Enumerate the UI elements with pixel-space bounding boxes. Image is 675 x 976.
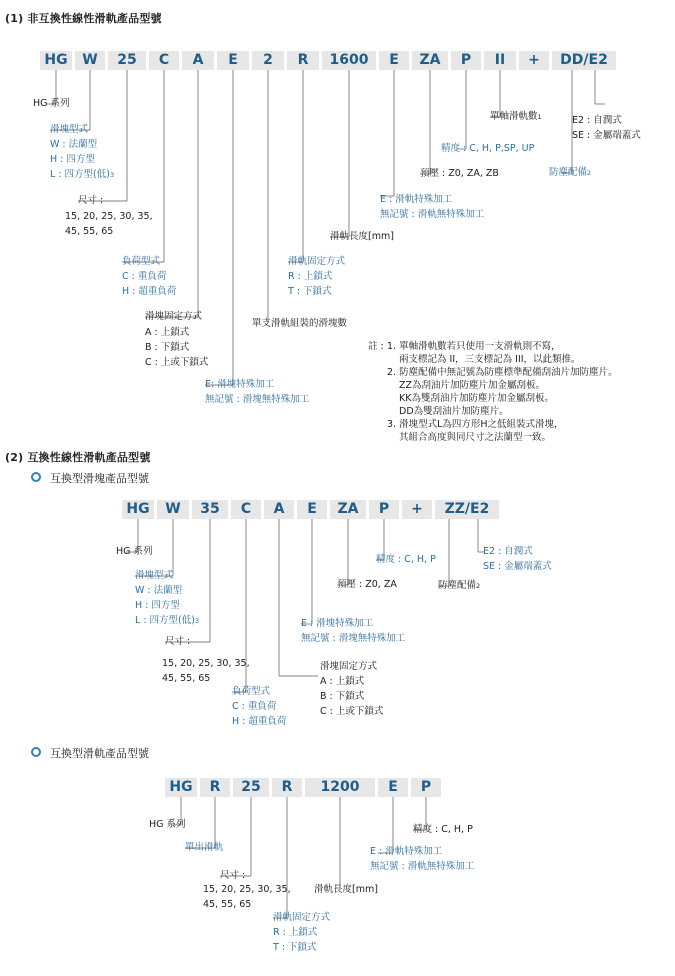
s1-code-e2: E	[379, 51, 409, 70]
s1-block-type-title: 滑塊型式	[50, 124, 89, 135]
s2-block-mount-b: B : 下鎖式	[320, 691, 365, 702]
s1-note-2c: KK為雙刮油片加防塵片加金屬刮板。	[399, 393, 554, 404]
s1-se: SE : 金屬端蓋式	[572, 130, 641, 141]
s2-accuracy: 精度 : C, H, P	[376, 554, 436, 565]
s1-accuracy: 精度 : C, H, P,SP, UP	[441, 143, 535, 154]
section-1-title: (1) 非互換性線性滑軌產品型號	[5, 12, 162, 25]
s1-size-line2: 45, 55, 65	[65, 226, 114, 237]
s2-rail-size-line1: 15, 20, 25, 30, 35,	[203, 884, 291, 895]
s1-note-2a: 2. 防塵配備中無記號為防塵標準配備刮油片加防塵片。	[387, 367, 618, 378]
s2-rail-code-e: E	[378, 778, 408, 797]
s2-dust-text: 防塵配備	[438, 580, 477, 591]
s1-dust-text: 防塵配備	[549, 167, 588, 178]
s2-size-line2: 45, 55, 65	[162, 673, 211, 684]
s1-code-plus: +	[519, 51, 549, 70]
s2-code-hg: HG	[122, 500, 154, 519]
s1-rail-special-e: E : 滑軌特殊加工	[380, 194, 453, 205]
s2-block-mount-title: 滑塊固定方式	[320, 661, 378, 672]
s2-size-title: 尺寸 :	[165, 636, 191, 647]
s2-block-type-title: 滑塊型式	[135, 570, 174, 581]
s2-code-size: 35	[192, 500, 228, 519]
s1-block-special-e: E: 滑塊特殊加工	[205, 379, 275, 390]
s2-load-h: H : 超重負荷	[232, 716, 287, 727]
s1-code-p: P	[451, 51, 481, 70]
s1-note-2b: ZZ為刮油片加防塵片加金屬刮板。	[399, 380, 546, 391]
s2-block-mount-a: A : 上鎖式	[320, 676, 365, 687]
s1-rail-count-text: 單軸滑軌數	[490, 111, 538, 122]
s2-rail-code-size: 25	[233, 778, 269, 797]
s1-block-mount-a: A : 上鎖式	[145, 327, 190, 338]
s1-code-e: E	[217, 51, 249, 70]
s1-blocks-per-rail: 單支滑軌組裝的滑塊數	[252, 318, 348, 329]
s2-rail-code-hg: HG	[165, 778, 197, 797]
s1-block-mount-title: 滑塊固定方式	[145, 311, 203, 322]
s2-rail-special-none: 無記號 : 滑軌無特殊加工	[370, 861, 475, 872]
s1-code-2: 2	[252, 51, 284, 70]
s1-size-line1: 15, 20, 25, 30, 35,	[65, 211, 153, 222]
s2-rail-code-p: P	[411, 778, 441, 797]
section-2-title: (2) 互換性線性滑軌產品型號	[5, 451, 151, 464]
s2-code-c: C	[231, 500, 261, 519]
s1-note-3a: 3. 滑塊型式L為四方形H之低組裝式滑塊，	[387, 419, 564, 430]
s2-block-type-w: W : 法蘭型	[135, 585, 183, 596]
s2-single-rail: 單出滑軌	[185, 842, 224, 853]
s1-hg-series: HG 系列	[33, 98, 70, 109]
s1-code-dust: DD/E2	[552, 51, 616, 70]
s2-rail-accuracy: 精度 : C, H, P	[413, 824, 473, 835]
s2-block-mount-c: C : 上或下鎖式	[320, 706, 384, 717]
s2-block-type-l-note: 3	[194, 617, 200, 625]
s1-block-special-none: 無記號 : 滑塊無特殊加工	[205, 394, 310, 405]
s2-code-plus: +	[402, 500, 432, 519]
s2-se: SE : 金屬端蓋式	[483, 561, 552, 572]
s1-rail-count-note: 1	[537, 113, 542, 121]
s2-rail-size-line2: 45, 55, 65	[203, 899, 252, 910]
s2-dust-note: 2	[476, 582, 481, 590]
s1-load-h: H : 超重負荷	[122, 286, 177, 297]
s1-notes-label: 註 :	[368, 341, 384, 352]
s2-hg-series: HG 系列	[116, 546, 153, 557]
s2-code-za: ZA	[330, 500, 366, 519]
s2-block-type-l-text: L : 四方型(低)	[135, 615, 195, 626]
s1-note-3b: 其組合高度與同尺寸之法蘭型一致。	[399, 432, 552, 443]
s2-rail-length: 滑軌長度[mm]	[314, 884, 378, 895]
s1-note-1a: 1. 單軸滑軌數若只使用一支滑軌則不寫，	[387, 341, 561, 352]
s1-block-type-w: W : 法蘭型	[50, 139, 98, 150]
s2-rail-mount-r: R : 上鎖式	[273, 927, 318, 938]
s2-code-dust: ZZ/E2	[435, 500, 499, 519]
s1-load-c: C : 重負荷	[122, 271, 167, 282]
s1-code-size: 25	[108, 51, 146, 70]
s2-rail-mount-t: T : 下鎖式	[273, 942, 317, 953]
s1-rail-special-none: 無記號 : 滑軌無特殊加工	[380, 209, 485, 220]
s2-block-type-h: H : 四方型	[135, 600, 180, 611]
s2-code-e: E	[297, 500, 327, 519]
s1-rail-length: 滑軌長度[mm]	[330, 231, 394, 242]
s1-dust-note: 2	[587, 169, 592, 177]
s2-rail-special-e: E : 滑軌特殊加工	[370, 846, 443, 857]
s2-rail-code-length: 1200	[305, 778, 375, 797]
s2-sub-rail-title: 互換型滑軌產品型號	[50, 747, 149, 760]
s2-block-special-none: 無記號 : 滑塊無特殊加工	[301, 633, 406, 644]
s1-code-c: C	[149, 51, 179, 70]
s2-rail-mount-title: 滑軌固定方式	[273, 912, 331, 923]
s1-block-type-h: H : 四方型	[50, 154, 95, 165]
s2-preload: 預壓 : Z0, ZA	[337, 579, 397, 590]
s1-rail-mount-r: R : 上鎖式	[288, 271, 333, 282]
s2-code-a: A	[264, 500, 294, 519]
s1-load-title: 負荷型式	[122, 256, 161, 267]
s1-code-ii: II	[484, 51, 516, 70]
s1-block-mount-b: B : 下鎖式	[145, 342, 190, 353]
s1-block-type-l-note: 3	[109, 171, 115, 179]
s1-block-mount-c: C : 上或下鎖式	[145, 357, 209, 368]
s1-code-r: R	[287, 51, 319, 70]
s1-code-za: ZA	[412, 51, 448, 70]
s1-preload: 預壓 : Z0, ZA, ZB	[420, 168, 499, 179]
s2-sub-block-title: 互換型滑塊產品型號	[50, 472, 149, 485]
s1-code-length: 1600	[322, 51, 376, 70]
s1-block-type-l-text: L : 四方型(低)	[50, 169, 110, 180]
s2-size-line1: 15, 20, 25, 30, 35,	[162, 658, 250, 669]
s1-note-2d: DD為雙刮油片加防塵片。	[399, 406, 509, 417]
s1-note-1b: 兩支標記為 II，三支標記為 III，以此類推。	[399, 354, 581, 365]
s2-load-c: C : 重負荷	[232, 701, 277, 712]
s2-rail-code-r: R	[200, 778, 230, 797]
s1-size-title: 尺寸 :	[78, 195, 104, 206]
s2-code-w: W	[157, 500, 189, 519]
s1-rail-mount-t: T : 下鎖式	[288, 286, 332, 297]
s1-code-a: A	[182, 51, 214, 70]
s2-load-title: 負荷型式	[232, 686, 271, 697]
s2-e2: E2 : 自潤式	[483, 546, 533, 557]
s2-code-p: P	[369, 500, 399, 519]
s2-rail-code-mount: R	[272, 778, 302, 797]
s2-block-special-e: E : 滑塊特殊加工	[301, 618, 374, 629]
s1-rail-mount-title: 滑軌固定方式	[288, 256, 346, 267]
s1-code-w: W	[75, 51, 105, 70]
s2-rail-size-title: 尺寸 :	[220, 870, 246, 881]
s1-e2: E2 : 自潤式	[572, 115, 622, 126]
s2-rail-hg-series: HG 系列	[149, 819, 186, 830]
s1-code-hg: HG	[40, 51, 72, 70]
